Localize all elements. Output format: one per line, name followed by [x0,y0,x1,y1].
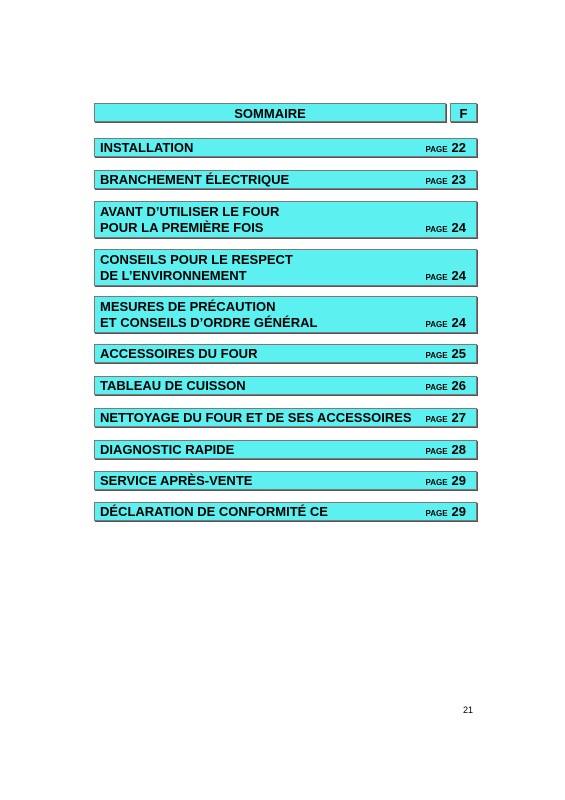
language-badge [450,103,477,122]
toc-entry-declaration[interactable] [94,502,477,521]
entry-page: PAGE 28 [425,442,466,457]
entry-title: BRANCHEMENT ÉLECTRIQUE [100,172,290,187]
entry-title-line1: CONSEILS POUR LE RESPECT [100,252,293,267]
page-number: 21 [463,705,474,715]
toc-entry-precaution[interactable] [94,296,477,333]
entry-page: PAGE 29 [425,504,466,519]
toc-entry-installation[interactable] [94,138,477,157]
entry-title: NETTOYAGE DU FOUR ET DE SES ACCESSOIRES [100,410,412,425]
entry-title: DÉCLARATION DE CONFORMITÉ CE [100,504,328,519]
toc-entry-branchement[interactable] [94,170,477,189]
entry-title-line2: POUR LA PREMIÈRE FOIS [100,220,264,235]
entry-page: PAGE 25 [425,346,466,361]
language-letter: F [459,106,468,121]
entry-page: PAGE 27 [425,410,466,425]
toc-entry-avant-utiliser[interactable] [94,201,477,238]
entry-page: PAGE 23 [425,172,466,187]
toc-entry-accessoires[interactable] [94,344,477,363]
entry-title-line2: ET CONSEILS D’ORDRE GÉNÉRAL [100,315,318,330]
entry-page: PAGE 22 [425,140,466,155]
entry-page: PAGE 24 [425,315,466,330]
toc-entry-tableau-cuisson[interactable] [94,376,477,395]
entry-title: SERVICE APRÈS-VENTE [100,473,253,488]
toc-entry-diagnostic[interactable] [94,440,477,459]
entry-page: PAGE 24 [425,268,466,283]
entry-page: PAGE 24 [425,220,466,235]
toc-title: SOMMAIRE [234,106,306,121]
entry-title: TABLEAU DE CUISSON [100,378,246,393]
entry-title: INSTALLATION [100,140,194,155]
entry-title: ACCESSOIRES DU FOUR [100,346,258,361]
toc-entry-service[interactable] [94,471,477,490]
entry-title-line1: MESURES DE PRÉCAUTION [100,299,276,314]
toc-entry-nettoyage[interactable] [94,408,477,427]
entry-title-line2: DE L’ENVIRONNEMENT [100,268,247,283]
entry-page: PAGE 29 [425,473,466,488]
entry-page: PAGE 26 [425,378,466,393]
entry-title-line1: AVANT D’UTILISER LE FOUR [100,204,280,219]
entry-title: DIAGNOSTIC RAPIDE [100,442,235,457]
toc-entry-environnement[interactable] [94,249,477,286]
toc-header [94,103,446,122]
